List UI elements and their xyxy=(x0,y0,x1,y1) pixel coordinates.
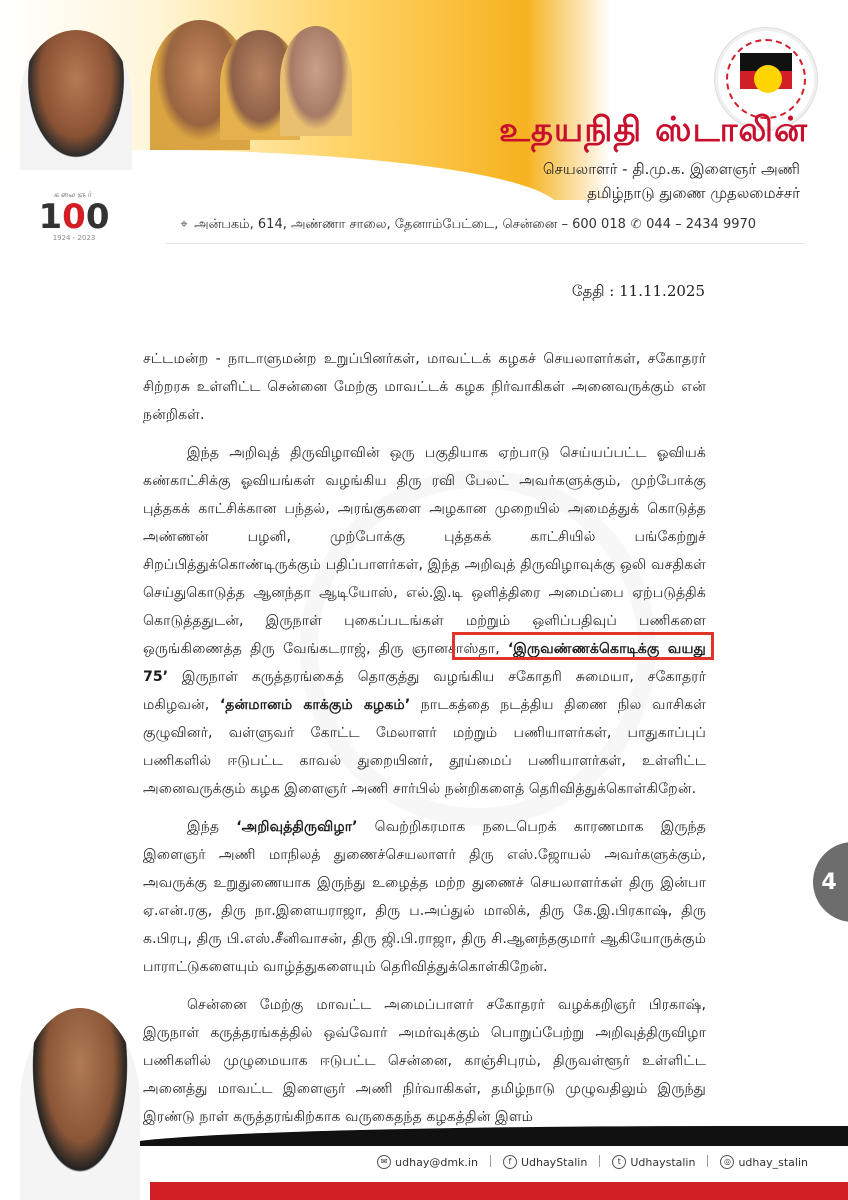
letter-date: தேதி : 11.11.2025 xyxy=(571,282,705,300)
header-divider xyxy=(165,243,805,244)
instagram-link[interactable]: ◎ udhay_stalin xyxy=(720,1155,808,1169)
sender-name: உதயநிதி ஸ்டாலின் xyxy=(499,110,808,150)
portrait-photo xyxy=(20,30,132,170)
facebook-link[interactable]: f UdhayStalin xyxy=(503,1155,587,1169)
footer-red-band xyxy=(150,1182,848,1200)
facebook-icon: f xyxy=(503,1155,517,1169)
paragraph: சட்டமன்ற - நாடாளுமன்ற உறுப்பினர்கள், மாவட்டக் கழகச் செயலாளர்கள், சகோதரர் சிற்றரசு உள்ளிட்ட சென்னை மேற்கு மாவட்டக் கழக நிர்வாகிகள் அனைவருக்கும் என் நன்றிகள். xyxy=(143,351,706,423)
paragraph: இந்த அறிவுத் திருவிழாவின் ஒரு பகுதியாக ஏற்பாடு செய்யப்பட்ட ஓவியக் கண்காட்சிக்கு ஓவியங்கள் வழங்கிய திரு ரவி பேலட் அவர்களுக்கும், முற்போக்கு புத்தகக் காட்சிக்கான பந்தல், அரங்குகளை அழகான முறையில் அமைத்துக் கொடுத்த அண்ணன் பழனி, முற்போக்கு புத்தகக் காட்சியில் பங்கேற்றுச் சிறப்பித்துக்கொண்டிருக்கும் பதிப்பாளர்கள், இந்த அறிவுத் திருவிழாவுக்கு ஒலி வசதிகள் செய்துகொடுத்த ஆனந்தா ஆடியோஸ், எல்.இ.டி ஒளித்திரை அமைப்பை ஏற்படுத்திக் கொடுத்ததுடன், இருநாள் புகைப்படங்கள் மற்றும் ஒளிப்பதிவுப் பணிகளை ஒருங்கிணைத்த திரு வேங்கடராஜ், திரு ஞானசாஸ்தா, ‘இருவண்ணக்கொடிக்கு வயது 75’ இருநாள் கருத்தரங்கைத் தொகுத்து வழங்கிய சகோதரி சுமையா, சகோதரர் மகிழவன், ‘தன்மானம் காக்கும் கழகம்’ நாடகத்தை நடத்திய திணை நில வாசிகள் குழுவினர், வள்ளுவர் கோட்ட மேலாளர் மற்றும் பணியாளர்கள், பாதுகாப்புப் பணிகளில் ஈடுபட்ட காவல் துறையினர், தூய்மைப் பணியாளர்கள், உள்ளிட்ட அனைவருக்கும் கழக இளைஞர் அணி சார்பில் நன்றிகளைத் தெரிவித்துக்கொள்கிறேன். xyxy=(143,445,706,797)
instagram-icon: ◎ xyxy=(720,1155,734,1169)
twitter-icon: t xyxy=(612,1155,626,1169)
address-line xyxy=(178,217,756,233)
portrait-photo xyxy=(20,1008,140,1200)
sender-title: தமிழ்நாடு துணை முதலமைச்சர் xyxy=(587,184,800,202)
email-link[interactable]: ✉ udhay@dmk.in xyxy=(377,1155,478,1169)
address-text: அன்பகம், 614, அண்ணா சாலை, தேனாம்பேட்டை, சென்னை – 600 018 xyxy=(194,217,626,232)
social-links xyxy=(377,1155,808,1169)
phone-icon: ✆ xyxy=(630,217,642,232)
kalaignar-100-logo: கலைஞர் 100 1924 - 2023 xyxy=(38,190,110,242)
twitter-link[interactable]: t Udhaystalin xyxy=(612,1155,695,1169)
letter-body xyxy=(143,345,706,1141)
page-number-tab: 4 xyxy=(813,842,848,922)
paragraph: இந்த ‘அறிவுத்திருவிழா’ வெற்றிகரமாக நடைபெறக் காரணமாக இருந்த இளைஞர் அணி மாநிலத் துணைச்செயலாளர் திரு எஸ்.ஜோயல் அவர்களுக்கும், அவருக்கு உறுதுணையாக இருந்து உழைத்த மற்ற துணைச் செயலாளர்கள் திரு இன்பா ஏ.என்.ரகு, திரு நா.இளையராஜா, திரு ப.அப்துல் மாலிக், திரு கே.இ.பிரகாஷ், திரு க.பிரபு, திரு பி.எஸ்.சீனிவாசன், திரு ஜி.பி.ராஜா, திரு சி.ஆனந்தகுமார் ஆகியோருக்கும் பாராட்டுகளையும் வாழ்த்துகளையும் தெரிவித்துக்கொள்கிறேன். xyxy=(143,819,706,975)
paragraph: சென்னை மேற்கு மாவட்ட அமைப்பாளர் சகோதரர் வழக்கறிஞர் பிரகாஷ், இருநாள் கருத்தரங்கத்தில் ஒவ்வோர் அமர்வுக்கும் பொறுப்பேற்று அறிவுத்திருவிழா பணிகளில் முழுமையாக ஈடுபட்ட சென்னை, காஞ்சிபுரம், திருவள்ளூர் உள்ளிட்ட அனைத்து மாவட்ட இளைஞர் அணி நிர்வாகிகள், தமிழ்நாடு முழுவதிலும் இருந்து இரண்டு நாள் கருத்தரங்கிற்காக வருகைதந்த கழகத்தின் இளம் xyxy=(143,997,706,1125)
portrait-photo xyxy=(280,26,352,136)
email-icon: ✉ xyxy=(377,1155,391,1169)
sender-role: செயலாளர் - தி.மு.க. இளைஞர் அணி xyxy=(542,160,800,178)
highlight-box xyxy=(452,632,714,660)
location-pin-icon: ⌖ xyxy=(180,217,188,232)
phone-text: 044 – 2434 9970 xyxy=(646,217,757,232)
